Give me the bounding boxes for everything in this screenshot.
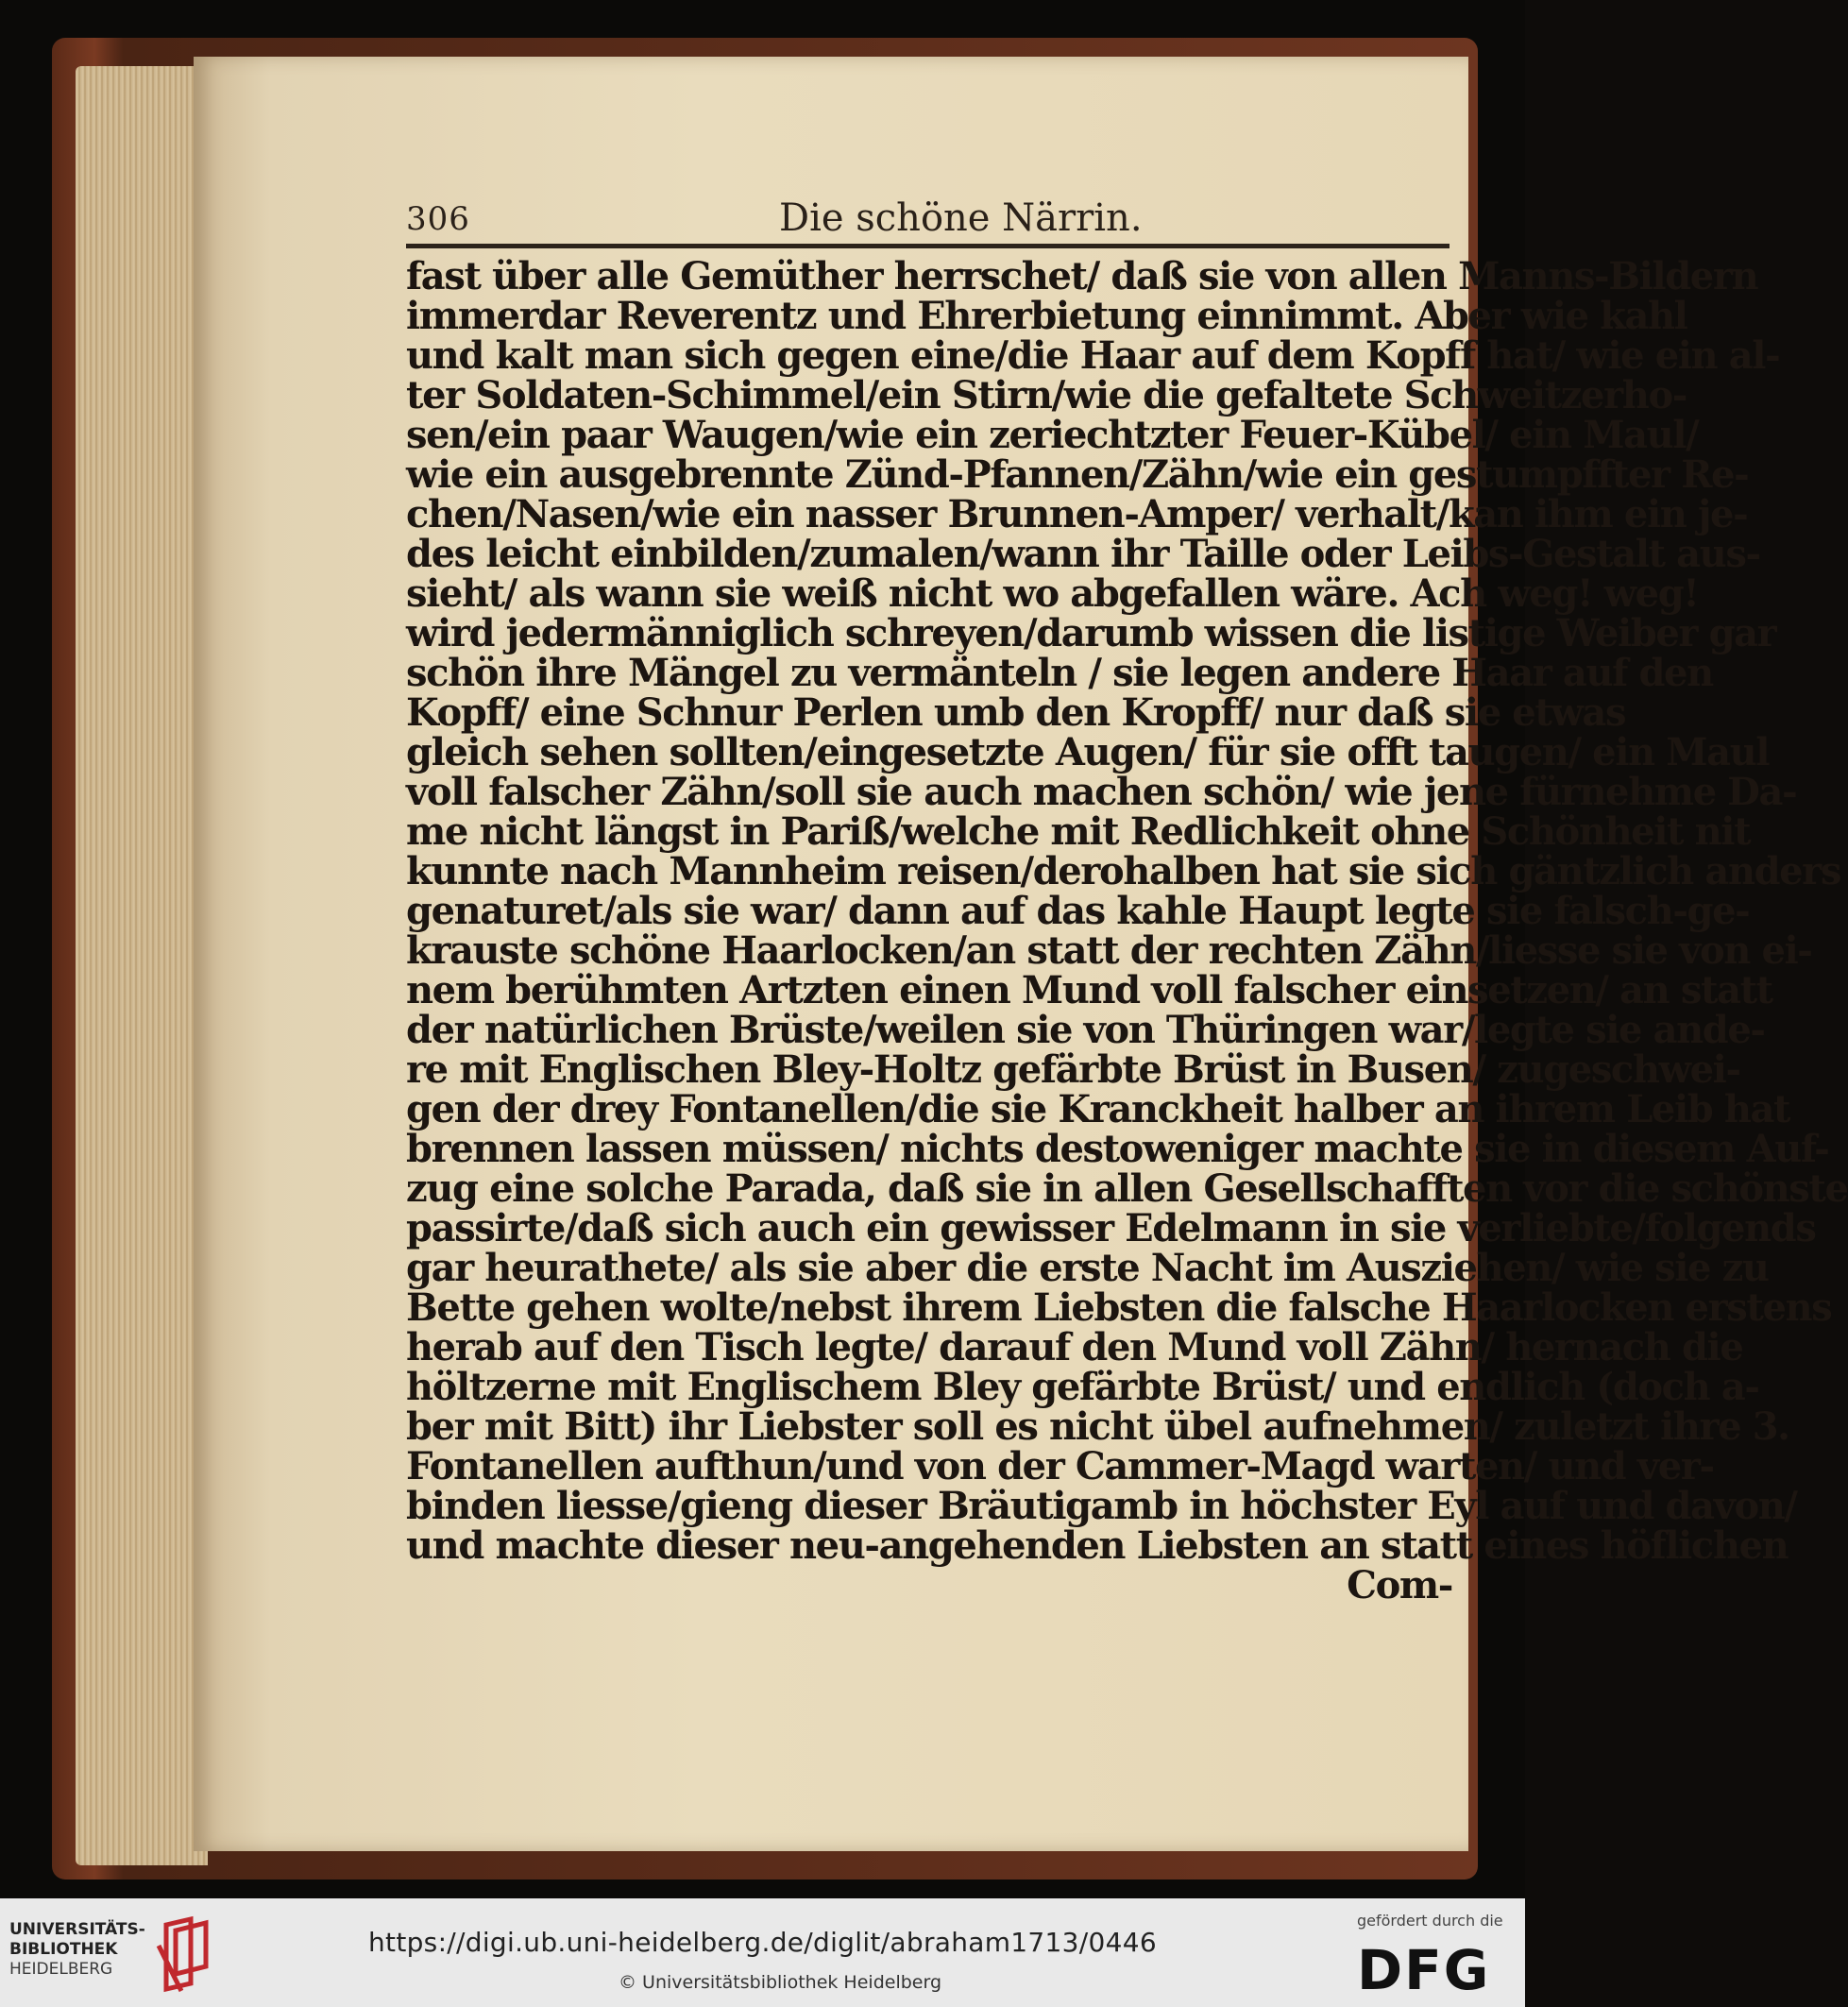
text-line: und kalt man sich gegen eine/die Haar auf dem Kopff hat/ wie ein al-	[406, 333, 1780, 378]
dfg-logo: DFG	[1357, 1938, 1491, 2002]
text-line: brennen lassen müssen/ nichts destoweniger machte sie in diesem Auf-	[406, 1127, 1829, 1171]
text-line: binden liesse/gieng dieser Bräutigamb in höchster Eyl auf und davon/	[406, 1484, 1797, 1528]
page-number: 306	[406, 200, 470, 238]
library-logo-icon	[153, 1917, 213, 1993]
text-line: des leicht einbilden/zumalen/wann ihr Taille oder Leibs-Gestalt aus-	[406, 532, 1760, 576]
text-line: voll falscher Zähn/soll sie auch machen schön/ wie jene fürnehme Da-	[406, 770, 1797, 814]
text-line: gleich sehen sollten/eingesetzte Augen/ für sie offt taugen/ ein Maul	[406, 730, 1770, 774]
text-line: zug eine solche Parada, daß sie in allen Gesellschafften vor die schönste	[406, 1166, 1848, 1211]
text-line: der natürlichen Brüste/weilen sie von Thüringen war/legte sie ande-	[406, 1008, 1765, 1052]
funding-caption: gefördert durch die	[1357, 1912, 1503, 1930]
copyright-notice: © Universitätsbibliothek Heidelberg	[619, 1972, 942, 1993]
text-line: immerdar Reverentz und Ehrerbietung einnimmt. Aber wie kahl	[406, 294, 1687, 338]
text-line: sieht/ als wann sie weiß nicht wo abgefallen wäre. Ach weg! weg!	[406, 571, 1699, 616]
text-line: ber mit Bitt) ihr Liebster soll es nicht übel aufnehmen/ zuletzt ihre 3.	[406, 1404, 1789, 1449]
text-line: genaturet/als sie war/ dann auf das kahle Haupt legte sie falsch-ge-	[406, 889, 1750, 933]
text-line: schön ihre Mängel zu vermänteln / sie legen andere Haar auf den	[406, 651, 1713, 695]
text-line: gar heurathete/ als sie aber die erste Nacht im Ausziehen/ wie sie zu	[406, 1246, 1769, 1290]
body-text	[406, 254, 1848, 1607]
text-line: fast über alle Gemüther herrschet/ daß sie von allen Manns-Bildern	[406, 254, 1758, 298]
text-line: nem berühmten Artzten einen Mund voll falscher einsetzen/ an statt	[406, 968, 1772, 1012]
text-line: krauste schöne Haarlocken/an statt der rechten Zähn/liesse sie von ei-	[406, 928, 1812, 973]
text-line: kunnte nach Mannheim reisen/derohalben hat sie sich gäntzlich anders	[406, 849, 1840, 893]
text-line: chen/Nasen/wie ein nasser Brunnen-Amper/ verhalt/kan ihm ein je-	[406, 492, 1748, 536]
text-line: Kopff/ eine Schnur Perlen umb den Kropff/ nur daß sie etwas	[406, 690, 1626, 735]
text-line: re mit Englischen Bley-Holtz gefärbte Brüst in Busen/ zugeschwei-	[406, 1047, 1740, 1092]
text-line: me nicht längst in Pariß/welche mit Redlichkeit ohne Schönheit nit	[406, 809, 1751, 854]
page-edges	[76, 66, 208, 1865]
running-title: Die schöne Närrin.	[779, 196, 1143, 240]
library-name	[9, 1920, 145, 1980]
permalink-url[interactable]: https://digi.ub.uni-heidelberg.de/diglit/abraham1713/0446	[368, 1927, 1157, 1958]
text-line: passirte/daß sich auch ein gewisser Edelmann in sie verliebte/folgends	[406, 1206, 1816, 1250]
text-line: wie ein ausgebrennte Zünd-Pfannen/Zähn/wie ein gestumpffter Re-	[406, 452, 1749, 497]
library-name-line: BIBLIOTHEK	[9, 1940, 118, 1959]
library-name-line: UNIVERSITÄTS-	[9, 1920, 145, 1939]
text-line: Com-	[1347, 1563, 1452, 1607]
text-line: und machte dieser neu-angehenden Liebsten an statt eines höflichen	[406, 1523, 1789, 1568]
viewer-footer	[0, 1898, 1525, 2007]
text-line: ter Soldaten-Schimmel/ein Stirn/wie die gefaltete Schweitzerho-	[406, 373, 1687, 417]
text-line: wird jedermänniglich schreyen/darumb wissen die listige Weiber gar	[406, 611, 1776, 655]
text-line: herab auf den Tisch legte/ darauf den Mund voll Zähn/ hernach die	[406, 1325, 1743, 1369]
library-name-line: HEIDELBERG	[9, 1960, 113, 1979]
text-line: höltzerne mit Englischem Bley gefärbte Brüst/ und endlich (doch a-	[406, 1365, 1759, 1409]
text-line: gen der drey Fontanellen/die sie Kranckheit halber an ihrem Leib hat	[406, 1087, 1790, 1131]
text-line: sen/ein paar Waugen/wie ein zeriechtzter Feuer-Kübel/ ein Maul/	[406, 413, 1699, 457]
header-rule	[406, 244, 1450, 248]
page-header	[406, 196, 1452, 240]
text-line: Bette gehen wolte/nebst ihrem Liebsten die falsche Haarlocken erstens	[406, 1285, 1832, 1330]
text-line: Fontanellen aufthun/und von der Cammer-Magd warten/ und ver-	[406, 1444, 1714, 1488]
